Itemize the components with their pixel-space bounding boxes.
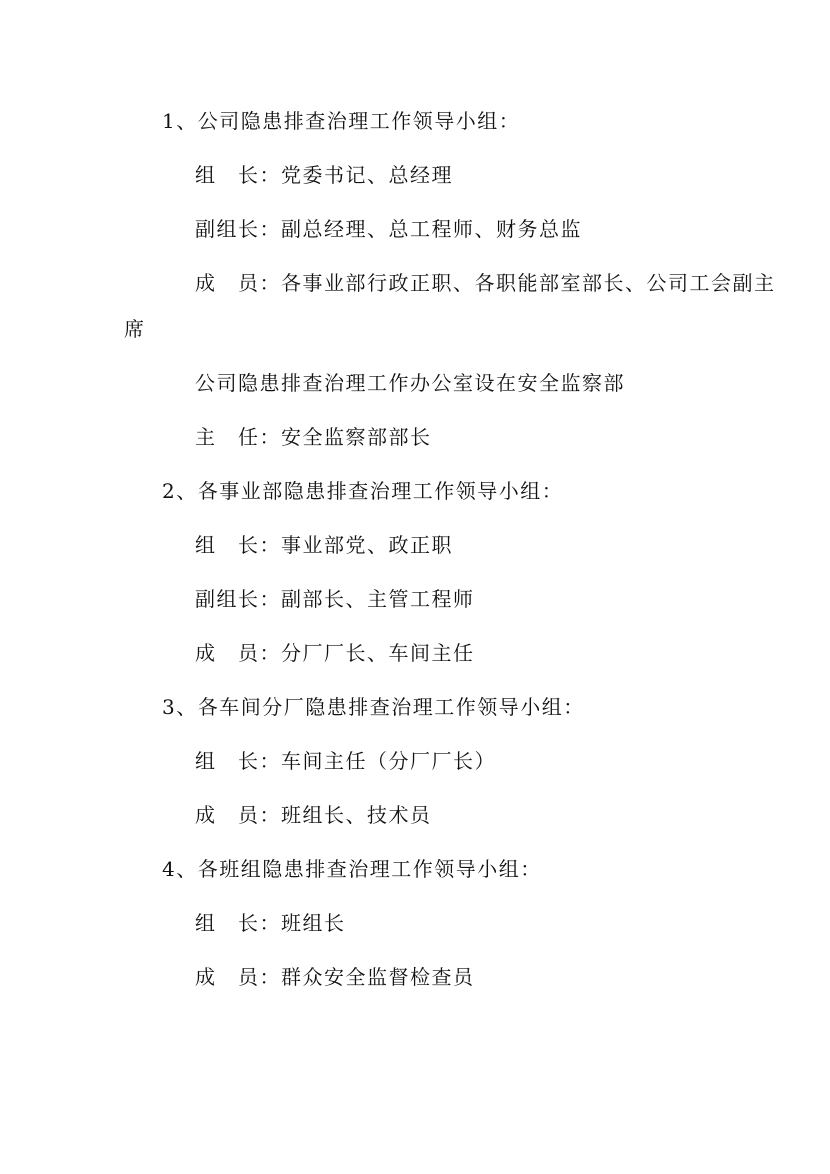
section-1-heading: 1、公司隐患排查治理工作领导小组： (162, 109, 521, 133)
section-4-members: 成 员：群众安全监督检查员 (195, 965, 475, 989)
section-1-deputy: 副组长：副总经理、总工程师、财务总监 (195, 217, 582, 241)
section-2-members: 成 员：分厂厂长、车间主任 (195, 641, 475, 665)
section-3-leader: 组 长：车间主任（分厂厂长） (195, 749, 496, 773)
section-3-members: 成 员：班组长、技术员 (195, 803, 432, 827)
section-1-leader: 组 长：党委书记、总经理 (195, 163, 453, 187)
section-2-leader: 组 长：事业部党、政正职 (195, 533, 453, 557)
section-1-office: 公司隐患排查治理工作办公室设在安全监察部 (195, 371, 625, 395)
section-1-members: 成 员：各事业部行政正职、各职能部室部长、公司工会副主 (195, 271, 776, 295)
section-4-heading: 4、各班组隐患排查治理工作领导小组： (162, 857, 542, 881)
section-2-heading: 2、各事业部隐患排查治理工作领导小组： (162, 479, 564, 503)
section-4-leader: 组 长：班组长 (195, 911, 346, 935)
section-2-deputy: 副组长：副部长、主管工程师 (195, 587, 475, 611)
section-1-director: 主 任：安全监察部部长 (195, 425, 432, 449)
section-3-heading: 3、各车间分厂隐患排查治理工作领导小组： (162, 695, 585, 719)
section-1-members-continued: 席 (124, 317, 146, 341)
